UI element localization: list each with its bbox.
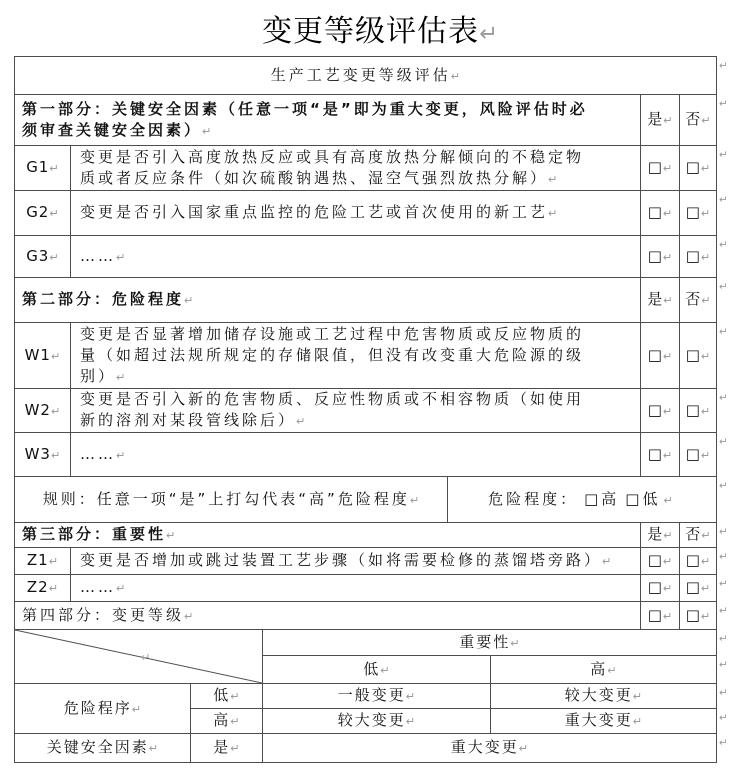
w3-question-line-1: ……↵ [80, 444, 126, 463]
z1-yes-checkbox[interactable]: □↵ [647, 551, 673, 569]
g1-question-line-1: 变更是否引入高度放热反应或具有高度放热分解倾向的不稳定物 [80, 147, 585, 166]
w2-no-checkbox[interactable]: □↵ [685, 400, 711, 419]
part1-yes-header-cell [640, 94, 680, 146]
g2-yes-cell [640, 190, 680, 236]
w1-code-cell [14, 322, 71, 389]
g3-yes-checkbox[interactable]: □↵ [647, 246, 673, 265]
w2-question-line-1: 变更是否引入新的危害物质、反应性物质或不相容物质（如使用 [80, 390, 585, 408]
z1-code-cell [14, 547, 71, 575]
w1-question-line-1: 变更是否显著增加储存设施或工艺过程中危害物质或反应物质的 [80, 324, 585, 343]
table-header: 生产工艺变更等级评估↵ [270, 65, 461, 84]
row-end-marks [718, 0, 732, 770]
z2-question-text: ……↵ [80, 578, 126, 596]
hazard-label: 危险程序↵ [63, 698, 142, 717]
w3-code: W3↵ [24, 444, 61, 463]
row-end-mark: ↵ [719, 326, 728, 338]
part3-no-header-cell [679, 522, 717, 548]
importance-header-cell [262, 629, 717, 656]
hazard-level-low-option[interactable]: □低 ↵ [625, 489, 673, 508]
key-factor-value: 是↵ [213, 738, 240, 756]
part2-title: 第二部分：危险程度↵ [22, 290, 194, 308]
row-end-mark: ↵ [719, 436, 728, 448]
part3-yes-header-cell [640, 522, 680, 548]
z2-no-checkbox[interactable]: □↵ [685, 578, 711, 596]
g1-no-checkbox[interactable]: □↵ [685, 158, 711, 176]
row-end-mark: ↵ [719, 712, 728, 724]
w3-no-checkbox[interactable]: □↵ [685, 444, 711, 463]
w1-question-cell [70, 322, 641, 389]
part3-title-cell [14, 522, 641, 548]
g3-yes-cell [640, 235, 680, 278]
w1-question-line-3: 别）↵ [80, 366, 126, 385]
result-high-high-cell [490, 708, 717, 734]
table-header-cell [14, 56, 717, 95]
key-factor-label: 关键安全因素↵ [46, 738, 159, 756]
row-end-mark: ↵ [719, 60, 728, 72]
key-factor-label-cell [14, 733, 191, 763]
part4-title-cell [14, 601, 641, 630]
row-end-mark: ↵ [719, 239, 728, 251]
z2-code-cell [14, 574, 71, 602]
w1-code: W1↵ [24, 345, 61, 364]
w1-no-cell [679, 322, 717, 389]
part4-no-cell [679, 601, 717, 630]
row-end-mark: ↵ [719, 578, 728, 590]
g3-no-checkbox[interactable]: □↵ [685, 246, 711, 265]
part4-yes-checkbox[interactable]: □↵ [647, 605, 673, 624]
row-end-mark: ↵ [719, 659, 728, 671]
part2-no-label: 否↵ [685, 290, 711, 308]
g3-no-cell [679, 235, 717, 278]
result-major-change: 重大变更↵ [564, 711, 643, 729]
diagonal-line [15, 630, 262, 683]
w3-code-cell [14, 432, 71, 477]
g3-question-cell [70, 235, 641, 278]
part2-no-header-cell [679, 277, 717, 323]
part1-title-line-1: 第一部分：关键安全因素（任意一项“是”即为重大变更，风险评估时必 [22, 99, 588, 118]
z2-no-cell [679, 574, 717, 602]
row-end-mark: ↵ [719, 194, 728, 206]
part1-title-cell [14, 94, 641, 146]
part1-yes-label: 是↵ [647, 110, 673, 128]
z2-question-cell [70, 574, 641, 602]
row-end-mark: ↵ [719, 480, 728, 492]
row-end-mark: ↵ [719, 392, 728, 404]
w3-no-cell [679, 432, 717, 477]
z2-yes-checkbox[interactable]: □↵ [647, 578, 673, 596]
g1-question-line-2: 质或者反应条件（如次硫酸钠遇热、湿空气强烈放热分解）↵ [80, 168, 558, 187]
w2-code: W2↵ [24, 400, 61, 419]
w1-yes-checkbox[interactable]: □↵ [647, 345, 673, 364]
result-low-high-cell [490, 683, 717, 709]
part4-title: 第四部分：变更等级↵ [22, 605, 194, 624]
row-end-mark: ↵ [719, 526, 728, 538]
hazard-label-cell [14, 683, 191, 734]
result-larger-change: 较大变更↵ [337, 711, 416, 729]
w1-no-checkbox[interactable]: □↵ [685, 345, 711, 364]
z1-question-text: 变更是否增加或跳过装置工艺步骤（如将需要检修的蒸馏塔旁路）↵ [80, 551, 612, 569]
part2-yes-label: 是↵ [647, 290, 673, 308]
g2-code-cell [14, 190, 71, 236]
document-title: 变更等级评估表↵ [262, 14, 498, 49]
part3-no-label: 否↵ [685, 525, 711, 543]
row-end-mark: ↵ [719, 149, 728, 161]
w3-yes-cell [640, 432, 680, 477]
importance-label: 重要性↵ [459, 632, 520, 651]
g1-question-cell [70, 145, 641, 191]
row-end-mark: ↵ [719, 737, 728, 749]
w2-yes-checkbox[interactable]: □↵ [647, 400, 673, 419]
part2-title-cell [14, 277, 641, 323]
hazard-high: 高↵ [213, 711, 240, 729]
hazard-low: 低↵ [213, 686, 240, 704]
part3-yes-label: 是↵ [647, 525, 673, 543]
hazard-level-cell [447, 476, 717, 523]
g1-yes-checkbox[interactable]: □↵ [647, 158, 673, 176]
result-major-change: 重大变更↵ [450, 738, 529, 756]
w2-no-cell [679, 388, 717, 433]
part4-yes-cell [640, 601, 680, 630]
result-high-low-cell [262, 708, 491, 734]
w1-question-line-2: 量（如超过法规所规定的存储限值，但没有改变重大危险源的级 [80, 345, 585, 364]
hazard-high-cell [190, 708, 263, 734]
g3-code-cell [14, 235, 71, 278]
importance-high: 高↵ [590, 659, 617, 678]
g2-no-checkbox[interactable]: □↵ [685, 203, 711, 221]
corner-paragraph-mark: ↵ [141, 651, 151, 664]
w3-yes-checkbox[interactable]: □↵ [647, 444, 673, 463]
z1-no-checkbox[interactable]: □↵ [685, 551, 711, 569]
g2-question-line-1: 变更是否引入国家重点监控的危险工艺或首次使用的新工艺↵ [80, 203, 558, 221]
hazard-low-cell [190, 683, 263, 709]
g3-question-line-1: ……↵ [80, 246, 126, 265]
z1-question-cell [70, 547, 641, 575]
g2-code: G2↵ [26, 203, 59, 221]
z2-yes-cell [640, 574, 680, 602]
z1-code: Z1↵ [26, 551, 59, 569]
key-factor-value-cell [190, 733, 263, 763]
matrix-corner-cell [14, 629, 263, 684]
part1-title-line-2: 须审查关键安全因素）↵ [22, 120, 212, 139]
row-end-mark: ↵ [719, 98, 728, 110]
g3-code: G3↵ [26, 246, 59, 265]
rules-cell [14, 476, 448, 523]
result-key-factor-cell [262, 733, 717, 763]
z2-code: Z2↵ [26, 578, 59, 596]
w2-code-cell [14, 388, 71, 433]
w1-yes-cell [640, 322, 680, 389]
g1-yes-cell [640, 145, 680, 191]
part4-no-checkbox[interactable]: □↵ [685, 605, 711, 624]
row-end-mark: ↵ [719, 281, 728, 293]
importance-low-cell [262, 655, 491, 684]
row-end-mark: ↵ [719, 551, 728, 563]
importance-high-cell [490, 655, 717, 684]
row-end-mark: ↵ [719, 605, 728, 617]
row-end-mark: ↵ [719, 633, 728, 645]
part2-yes-header-cell [640, 277, 680, 323]
hazard-level-high-option[interactable]: □高 [584, 490, 620, 508]
z1-no-cell [679, 547, 717, 575]
w2-question-line-2: 新的溶剂对某段管线除后）↵ [80, 411, 306, 429]
w2-yes-cell [640, 388, 680, 433]
g2-yes-checkbox[interactable]: □↵ [647, 203, 673, 221]
rules-text: 规则：任意一项“是”上打勾代表“高”危险程度↵ [42, 489, 420, 508]
hazard-level-label: 危险程度： [488, 490, 579, 508]
w2-question-cell [70, 388, 641, 433]
g1-code: G1↵ [26, 158, 59, 176]
importance-low: 低↵ [363, 659, 390, 678]
g2-no-cell [679, 190, 717, 236]
g1-code-cell [14, 145, 71, 191]
result-general-change: 一般变更↵ [337, 686, 416, 704]
z1-yes-cell [640, 547, 680, 575]
row-end-mark: ↵ [719, 687, 728, 699]
w3-question-cell [70, 432, 641, 477]
g2-question-cell [70, 190, 641, 236]
g1-no-cell [679, 145, 717, 191]
result-larger-change: 较大变更↵ [564, 686, 643, 704]
part3-title: 第三部分：重要性↵ [22, 525, 176, 543]
result-low-low-cell [262, 683, 491, 709]
part1-no-label: 否↵ [685, 110, 711, 128]
part1-no-header-cell [679, 94, 717, 146]
